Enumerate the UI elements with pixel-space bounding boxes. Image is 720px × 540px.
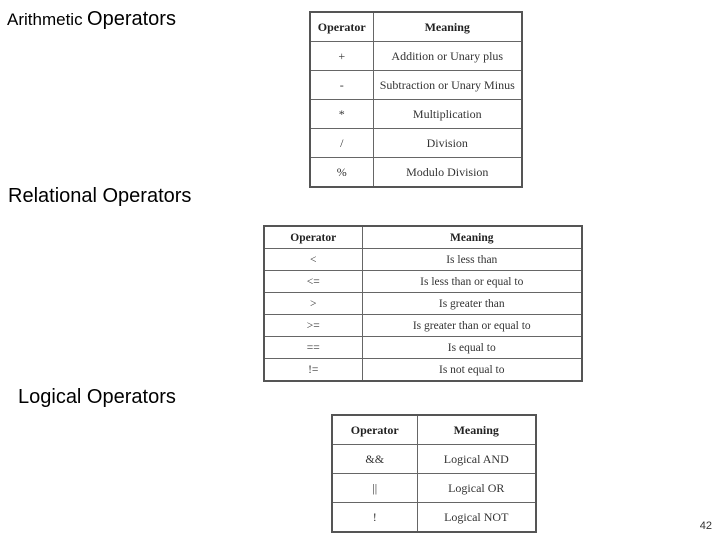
table-row bbox=[310, 129, 522, 158]
meaning-cell: Logical NOT bbox=[417, 503, 536, 533]
operator-cell: % bbox=[310, 158, 373, 188]
meaning-cell: Is equal to bbox=[362, 337, 582, 359]
operator-cell: / bbox=[310, 129, 373, 158]
page-number: 42 bbox=[699, 520, 712, 532]
relational-operators-heading: Relational Operators bbox=[8, 185, 192, 207]
operator-cell: < bbox=[264, 249, 362, 271]
header-meaning: Meaning bbox=[362, 226, 582, 249]
operator-cell: != bbox=[264, 359, 362, 382]
operator-cell: || bbox=[332, 474, 417, 503]
table-row bbox=[264, 315, 582, 337]
arithmetic-operators-heading bbox=[7, 8, 176, 31]
operator-cell: == bbox=[264, 337, 362, 359]
table-header-row bbox=[264, 226, 582, 249]
meaning-cell: Division bbox=[373, 129, 522, 158]
table-header-row bbox=[310, 12, 522, 42]
meaning-cell: Modulo Division bbox=[373, 158, 522, 188]
operator-cell: > bbox=[264, 293, 362, 315]
operator-cell: <= bbox=[264, 271, 362, 293]
table-row bbox=[264, 249, 582, 271]
table-row bbox=[310, 100, 522, 129]
table-header-row bbox=[332, 415, 536, 445]
header-operator: Operator bbox=[264, 226, 362, 249]
header-operator: Operator bbox=[332, 415, 417, 445]
operator-cell: + bbox=[310, 42, 373, 71]
table-row bbox=[332, 474, 536, 503]
arithmetic-operators-table bbox=[309, 11, 523, 188]
operator-cell: - bbox=[310, 71, 373, 100]
operator-cell: ! bbox=[332, 503, 417, 533]
heading-word-arithmetic: Arithmetic bbox=[7, 10, 83, 29]
operator-cell: >= bbox=[264, 315, 362, 337]
table-row bbox=[264, 271, 582, 293]
table-row bbox=[332, 503, 536, 533]
meaning-cell: Logical OR bbox=[417, 474, 536, 503]
meaning-cell: Is greater than bbox=[362, 293, 582, 315]
operator-cell: && bbox=[332, 445, 417, 474]
meaning-cell: Multiplication bbox=[373, 100, 522, 129]
table-row bbox=[264, 337, 582, 359]
meaning-cell: Is not equal to bbox=[362, 359, 582, 382]
operator-cell: * bbox=[310, 100, 373, 129]
table-row bbox=[310, 71, 522, 100]
meaning-cell: Logical AND bbox=[417, 445, 536, 474]
header-operator: Operator bbox=[310, 12, 373, 42]
meaning-cell: Is less than or equal to bbox=[362, 271, 582, 293]
table-row bbox=[332, 445, 536, 474]
meaning-cell: Is greater than or equal to bbox=[362, 315, 582, 337]
heading-word-operators: Operators bbox=[87, 8, 176, 30]
relational-operators-table bbox=[263, 225, 583, 382]
table-row bbox=[310, 158, 522, 188]
table-row bbox=[264, 293, 582, 315]
table-row bbox=[264, 359, 582, 382]
meaning-cell: Is less than bbox=[362, 249, 582, 271]
meaning-cell: Addition or Unary plus bbox=[373, 42, 522, 71]
meaning-cell: Subtraction or Unary Minus bbox=[373, 71, 522, 100]
header-meaning: Meaning bbox=[373, 12, 522, 42]
logical-operators-heading: Logical Operators bbox=[18, 386, 176, 408]
table-row bbox=[310, 42, 522, 71]
header-meaning: Meaning bbox=[417, 415, 536, 445]
logical-operators-table bbox=[331, 414, 537, 533]
